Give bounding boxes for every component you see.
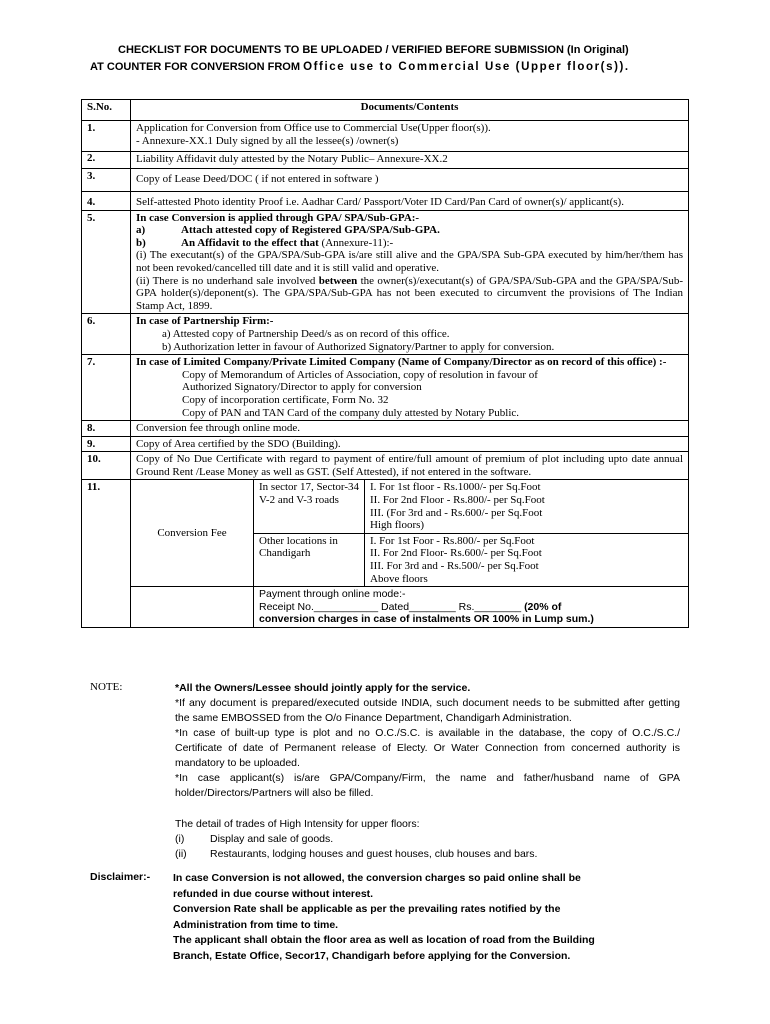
item-4-text: Self-attested Photo identity Proof i.e. Aadhar Card/ Passport/Voter ID Card/Pan Card of owner(s)/ applicant(s). xyxy=(131,192,689,211)
rate-sector-1: I. For 1st floor - Rs.1000/- per Sq.Foot xyxy=(370,481,541,494)
row-content xyxy=(131,121,689,152)
documents-checklist-table xyxy=(81,99,689,628)
rate-sector-3: III. (For 3rd and - Rs.600/- per Sq.Foot xyxy=(370,506,543,519)
table-row xyxy=(82,421,689,437)
table-row xyxy=(82,169,689,192)
table-row xyxy=(82,192,689,211)
row-number-11: 11. xyxy=(82,480,131,628)
item-6-title: In case of Partnership Firm:- xyxy=(136,315,274,328)
note-p4: *In case applicant(s) is/are GPA/Company/Firm, the name and father/husband name of GPA holder/Directors/Partners will also be filled. xyxy=(175,772,680,799)
item-11-content xyxy=(131,480,689,628)
item-7-line4: Copy of PAN and TAN Card of the company duly attested by Notary Public. xyxy=(182,406,520,419)
table-row xyxy=(82,355,689,421)
rate-sector-2: II. For 2nd Floor - Rs.800/- per Sq.Foot xyxy=(370,494,545,507)
disclaimer-line4: Administration from time to time. xyxy=(173,918,339,931)
note-p3: *In case of built-up type is plot and no O.C./S.C. is available in the database, the copy of O.C./S.C./ Certificate of date of Permanent release of Electy. Or Water Connection from concerned authority is mandatory to be uploaded. xyxy=(175,727,680,769)
rate-other-4: Above floors xyxy=(370,572,428,585)
row-number-2: 2. xyxy=(82,152,131,169)
row-number-1: 1. xyxy=(87,122,96,134)
note-p2: *If any document is prepared/executed outside INDIA, such document needs to be submitted after getting the same EMBOSSED from the O/o Finance Department, Chandigarh Administration. xyxy=(175,697,680,724)
payment-receipt-line xyxy=(259,601,683,614)
item-7-title: In case of Limited Company/Private Limited Company (Name of Company/Director as on record of this office) :- xyxy=(136,356,667,369)
item-7-line3: Copy of incorporation certificate, Form No. 32 xyxy=(182,393,389,406)
payment-receipt-fields: Receipt No.___________ Dated________ Rs.________ xyxy=(259,600,522,613)
subtitle-conversion-type: Office use to Commercial Use (Upper floor(s)). xyxy=(303,61,630,73)
item-5-a-text: Attach attested copy of Registered GPA/SPA/Sub-GPA. xyxy=(181,224,440,237)
item-5-para-ii-b: the owner(s)/executant(s) of GPA/SPA/Sub-GPA and the GPA/SPA/Sub-GPA holder(s)/deponent(s). The GPA/SPA/Sub-GPA has not been executed to circumvent the provisions of The Indian Stamp Act, 1899. xyxy=(136,274,684,312)
fee-row-sector xyxy=(131,480,688,533)
disclaimer-block xyxy=(173,871,693,964)
item-7-line1: Copy of Memorandum of Articles of Association, copy of resolution in favour of xyxy=(182,368,538,381)
item-5-content xyxy=(131,210,689,314)
checklist-subtitle xyxy=(90,60,650,75)
item-5-a-label: a) xyxy=(136,224,146,237)
item-5-para-ii xyxy=(136,275,683,313)
row-number xyxy=(82,121,131,152)
note-block xyxy=(175,681,680,801)
row-number-5: 5. xyxy=(82,210,131,314)
item-5-para-ii-a: (ii) There is no underhand sale involved xyxy=(136,274,316,287)
row-number-3: 3. xyxy=(82,169,131,192)
trades-ii-text: Restaurants, lodging houses and guest houses, club houses and bars. xyxy=(210,848,538,860)
item-5-para-ii-bold: between xyxy=(318,274,358,287)
disclaimer-line1: In case Conversion is not allowed, the conversion charges so paid online shall be xyxy=(173,872,581,884)
item-5-b-label: b) xyxy=(136,236,146,249)
table-row xyxy=(82,436,689,452)
table-header-row xyxy=(82,100,689,121)
row-number-6: 6. xyxy=(82,314,131,355)
trades-ii-num: (ii) xyxy=(175,848,187,860)
payment-title: Payment through online mode:- xyxy=(259,588,406,601)
note-label: NOTE: xyxy=(90,681,123,693)
table-row xyxy=(82,452,689,480)
rate-other-3: III. For 3rd and - Rs.500/- per Sq.Foot xyxy=(370,560,539,573)
conversion-fee-table xyxy=(131,480,688,627)
row-number-9: 9. xyxy=(82,436,131,452)
header-sno: S.No. xyxy=(82,100,131,121)
trades-i-num: (i) xyxy=(175,833,185,845)
trades-title: The detail of trades of High Intensity for upper floors: xyxy=(175,818,420,830)
item-3-text: Copy of Lease Deed/DOC ( if not entered in software ) xyxy=(131,169,689,192)
fee-payment-block xyxy=(254,587,689,627)
item-7-content xyxy=(131,355,689,421)
item-10-text: Copy of No Due Certificate with regard to payment of entire/full amount of premium of plot including upto date annual Ground Rent /Lease Money as well as GST. (Self Attested), if not entered in the software. xyxy=(131,452,689,480)
item-1-line2: - Annexure-XX.1 Duly signed by all the lessee(s) /owner(s) xyxy=(136,134,399,147)
table-row xyxy=(82,314,689,355)
item-5-para-i: (i) The executant(s) of the GPA/SPA/Sub-GPA is/are still alive and the GPA/SPA Sub-GPA executed by him/her/them has not been revoked/cancelled till date and it is still valid and operative. xyxy=(136,249,683,274)
trades-item-ii xyxy=(175,847,680,862)
rate-other-2: II. For 2nd Floor- Rs.600/- per Sq.Foot xyxy=(370,547,542,560)
item-9-text: Copy of Area certified by the SDO (Building). xyxy=(131,436,689,452)
fee-location-other: Other locations in Chandigarh xyxy=(254,533,365,586)
disclaimer-line5: The applicant shall obtain the floor area as well as location of road from the Building xyxy=(173,934,595,946)
fee-row-payment xyxy=(131,587,688,627)
payment-percent: (20% of xyxy=(524,600,562,613)
item-2-text: Liability Affidavit duly attested by the Notary Public– Annexure-XX.2 xyxy=(131,152,689,169)
conversion-fee-label: Conversion Fee xyxy=(131,480,254,586)
row-number-8: 8. xyxy=(82,421,131,437)
item-5-b-text: An Affidavit to the effect that xyxy=(181,236,319,249)
fee-location-sector17: In sector 17, Sector-34 V-2 and V-3 roads xyxy=(254,480,365,533)
row-number-10: 10. xyxy=(82,452,131,480)
trades-i-text: Display and sale of goods. xyxy=(210,833,334,845)
fee-payment-spacer xyxy=(131,587,254,627)
disclaimer-line2: refunded in due course without interest. xyxy=(173,887,374,900)
table-row xyxy=(82,152,689,169)
item-5-b xyxy=(136,237,683,250)
item-7-line2: Authorized Signatory/Director to apply for conversion xyxy=(182,381,422,394)
item-1-line1: Application for Conversion from Office use to Commercial Use(Upper floor(s)). xyxy=(136,122,491,134)
payment-instalment-note: conversion charges in case of instalments OR 100% in Lump sum.) xyxy=(259,613,594,626)
trades-item-i xyxy=(175,832,680,847)
note-p1: *All the Owners/Lessee should jointly apply for the service. xyxy=(175,682,471,694)
item-6-content xyxy=(131,314,689,355)
item-8-text: Conversion fee through online mode. xyxy=(131,421,689,437)
disclaimer-line3: Conversion Rate shall be applicable as per the prevailing rates notified by the xyxy=(173,903,561,915)
disclaimer-label: Disclaimer:- xyxy=(90,871,151,883)
disclaimer-line6: Branch, Estate Office, Secor17, Chandigarh before applying for the Conversion. xyxy=(173,949,571,962)
fee-rates-sector17 xyxy=(365,480,689,533)
item-6-b: b) Authorization letter in favour of Authorized Signatory/Partner to apply for conversion. xyxy=(162,340,555,353)
header-documents: Documents/Contents xyxy=(131,100,689,121)
item-5-a xyxy=(136,224,683,237)
row-number-7: 7. xyxy=(82,355,131,421)
fee-rates-other xyxy=(365,533,689,586)
rate-sector-4: High floors) xyxy=(370,519,425,532)
item-5-title: In case Conversion is applied through GPA/ SPA/Sub-GPA:- xyxy=(136,211,420,224)
item-5-b-annexure: (Annexure-11):- xyxy=(321,236,394,249)
table-row xyxy=(82,121,689,152)
table-row xyxy=(82,210,689,314)
checklist-title: CHECKLIST FOR DOCUMENTS TO BE UPLOADED / VERIFIED BEFORE SUBMISSION (In Original) xyxy=(118,44,629,56)
rate-other-1: I. For 1st Foor - Rs.800/- per Sq.Foot xyxy=(370,534,535,547)
subtitle-prefix: AT COUNTER FOR CONVERSION FROM xyxy=(90,61,304,73)
row-number-4: 4. xyxy=(82,192,131,211)
table-row xyxy=(82,480,689,628)
item-6-a: a) Attested copy of Partnership Deed/s as on record of this office. xyxy=(162,327,450,340)
trades-block xyxy=(175,817,680,862)
